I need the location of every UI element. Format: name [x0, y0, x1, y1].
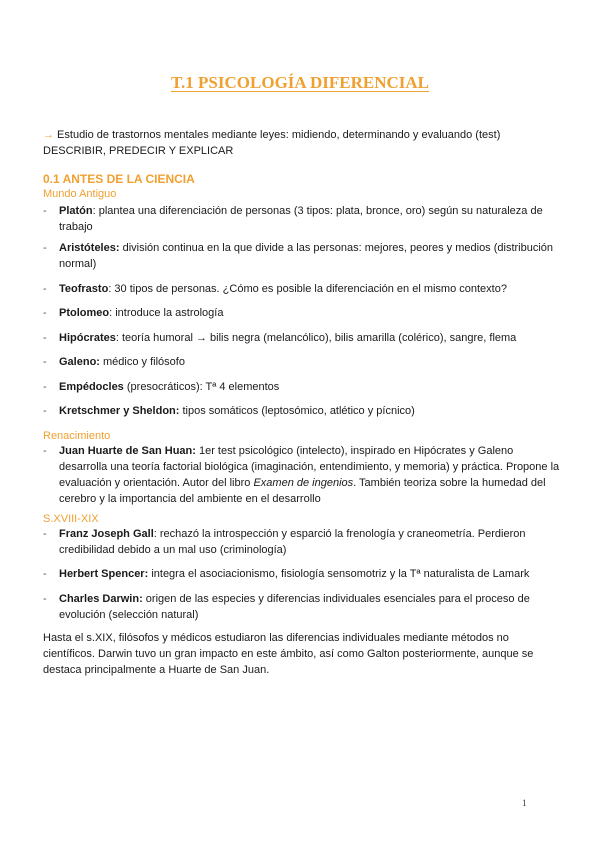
list-item-galeno [43, 354, 563, 370]
item-text: : teoría humoral → bilis negra (melancólico), bilis amarilla (colérico), sangre, flema [115, 332, 517, 344]
item-text: división continua en la que divide a las personas: mejores, peores y medios (distribución normal) [59, 242, 554, 270]
list-item-darwin [43, 591, 563, 623]
item-text: (presocráticos): Tª 4 elementos [123, 381, 280, 393]
item-name: Aristóteles: [59, 242, 120, 254]
item-name: Franz Joseph Gall [59, 528, 154, 540]
item-name: Galeno: [59, 356, 100, 368]
bullet-dash-icon: - [43, 381, 47, 393]
item-name: Platón [59, 205, 93, 217]
list-item-kretschmer-sheldon [43, 403, 563, 419]
item-text: integra el asociacionismo, fisiología sensomotriz y la Tª naturalista de Lamark [148, 568, 530, 580]
item-name: Empédocles [59, 381, 124, 393]
list-item-huarte [43, 443, 563, 507]
list-item-hipocrates [43, 330, 563, 346]
item-text: 1er test psicológico (intelecto), inspirado en Hipócrates y Galeno desarrolla una teoría factorial biológica (imaginación, entendimiento, y memoria) y práctica. Propone la evaluación y orientación. Autor del libro [59, 445, 560, 489]
item-text: tipos somáticos (leptosómico, atlético y pícnico) [179, 405, 415, 417]
item-name: Herbert Spencer: [59, 568, 149, 580]
bullet-dash-icon: - [43, 205, 47, 217]
bullet-dash-icon: - [43, 356, 47, 368]
bullet-dash-icon: - [43, 332, 47, 344]
list-item-empedocles [43, 379, 563, 395]
item-text-continued: . También teoriza sobre la humedad del cerebro y la importancia del ambiente en el desarrollo [59, 477, 546, 505]
bullet-dash-icon: - [43, 405, 47, 417]
item-name: Teofrasto [59, 283, 109, 295]
item-text: origen de las especies y diferencias individuales esenciales para el proceso de evolución (selección natural) [59, 593, 530, 621]
item-text: médico y filósofo [99, 356, 185, 368]
list-item-aristoteles [43, 240, 563, 272]
list-item-spencer [43, 566, 563, 582]
list-item-platon [43, 203, 563, 235]
subheading-s-xviii-xix: S.XVIII-XIX [43, 513, 99, 525]
list-item-ptolomeo [43, 305, 563, 321]
bullet-dash-icon: - [43, 283, 47, 295]
book-title: Examen de ingenios [253, 477, 354, 489]
item-text: : plantea una diferenciación de personas (3 tipos: plata, bronce, oro) según su naturaleza de trabajo [59, 205, 543, 233]
bullet-dash-icon: - [43, 445, 47, 457]
subheading-renacimiento: Renacimiento [43, 430, 111, 442]
intro-block [43, 127, 563, 159]
item-text: : rechazó la introspección y esparció la frenología y craneometría. Perdieron credibilidad debido a un mal uso (criminología) [59, 528, 526, 556]
section-heading: 0.1 ANTES DE LA CIENCIA [43, 172, 195, 186]
bullet-dash-icon: - [43, 593, 47, 605]
list-item-gall [43, 526, 563, 558]
item-name: Charles Darwin: [59, 593, 143, 605]
list-item-teofrasto [43, 281, 563, 297]
item-name: Kretschmer y Sheldon: [59, 405, 180, 417]
bullet-dash-icon: - [43, 242, 47, 254]
page-title: T.1 PSICOLOGÍA DIFERENCIAL [170, 73, 430, 92]
bullet-dash-icon: - [43, 568, 47, 580]
subheading-mundo-antiguo: Mundo Antiguo [43, 188, 117, 200]
item-name: Hipócrates [59, 332, 116, 344]
item-text: : 30 tipos de personas. ¿Cómo es posible la diferenciación en el mismo contexto? [108, 283, 507, 295]
intro-line-2: DESCRIBIR, PREDECIR Y EXPLICAR [43, 145, 234, 157]
item-name: Juan Huarte de San Huan: [59, 445, 196, 457]
intro-text: Estudio de trastornos mentales mediante leyes: midiendo, determinando y evaluando (test) [54, 129, 501, 141]
item-name: Ptolomeo [59, 307, 110, 319]
item-text: : introduce la astrología [109, 307, 224, 319]
intro-line-1 [43, 127, 563, 143]
arrow-right-icon: → [43, 129, 54, 141]
closing-paragraph: Hasta el s.XIX, filósofos y médicos estudiaron las diferencias individuales mediante métodos no científicos. Darwin tuvo un gran impacto en este ámbito, así como Galton posteriormente, aunque se destaca principalmente a Huarte de San Juan. [43, 632, 534, 676]
page-number: 1 [522, 798, 527, 808]
bullet-dash-icon: - [43, 307, 47, 319]
bullet-dash-icon: - [43, 528, 47, 540]
